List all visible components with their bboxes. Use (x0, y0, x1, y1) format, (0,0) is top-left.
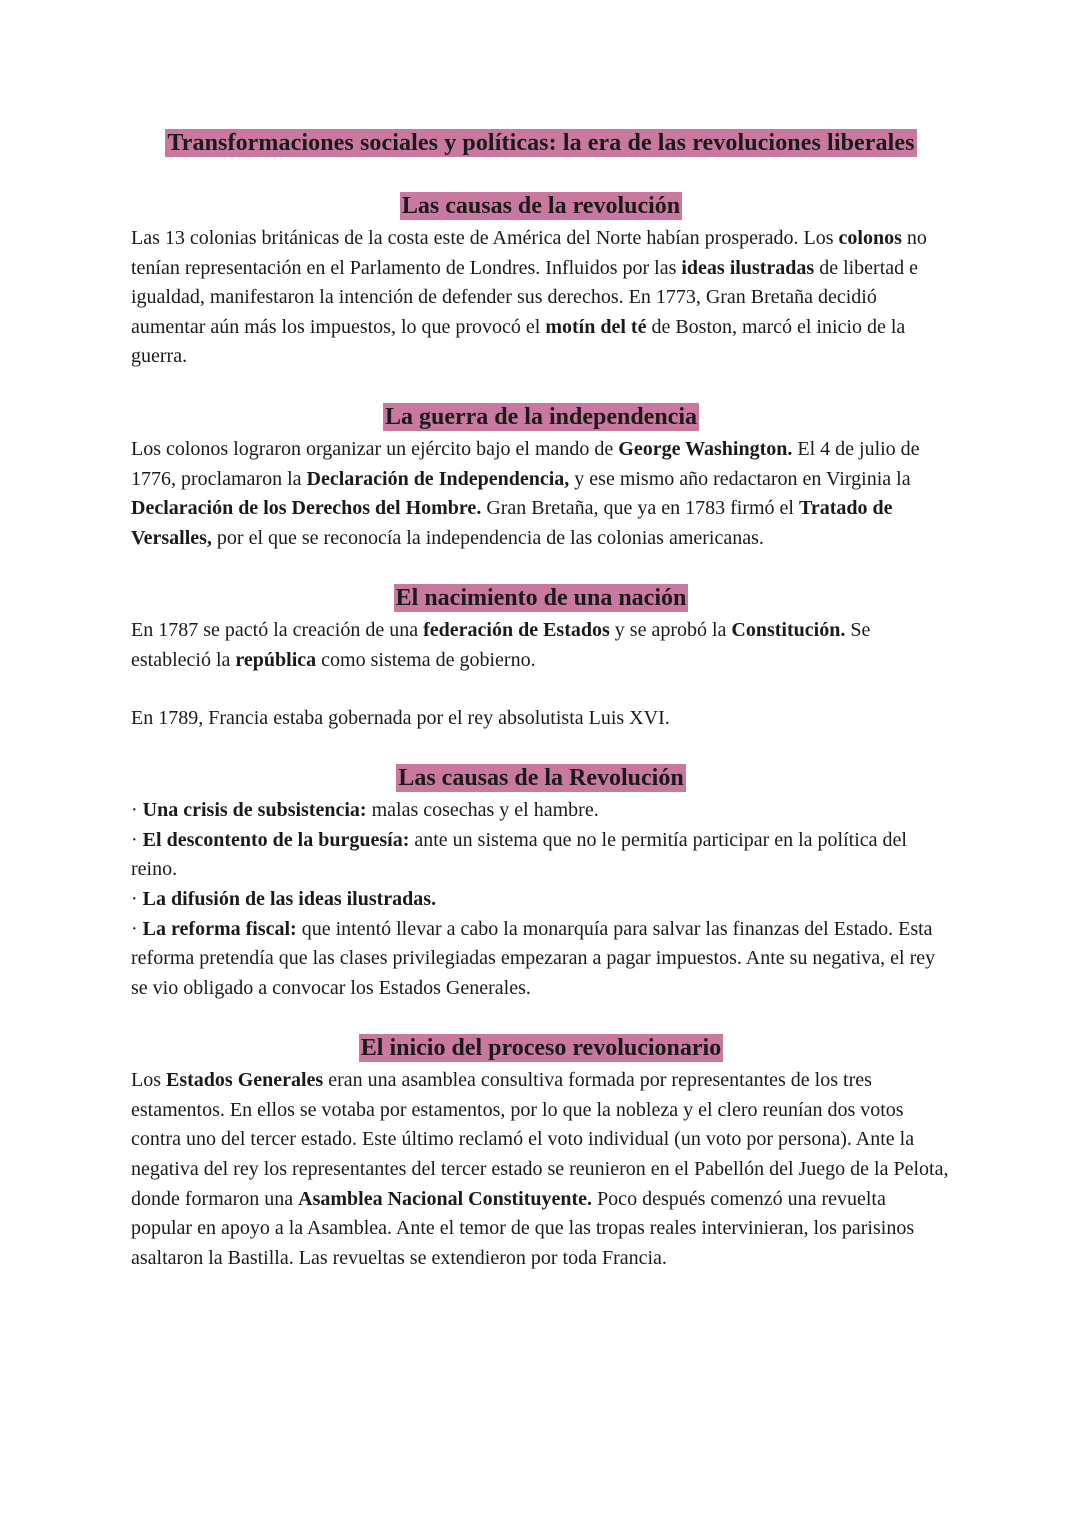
section-heading-causas: Las causas de la revolución (401, 193, 681, 219)
section-heading-wrap (131, 583, 951, 616)
paragraph-guerra: Los colonos lograron organizar un ejército bajo el mando de George Washington. El 4 de julio de 1776, proclamaron la Declaración de Independencia, y ese mismo año redactaron en Virginia la Declaración de los Derechos del Hombre. Gran Bretaña, que ya en 1783 firmó el Tratado de Versalles, por el que se reconocía la independencia de las colonias americanas. (131, 437, 920, 549)
section-heading-wrap (131, 402, 951, 435)
list-item: · La difusión de las ideas ilustradas. (131, 887, 437, 910)
section-heading-wrap (131, 1033, 951, 1066)
section-heading-guerra: La guerra de la independencia (384, 403, 697, 430)
list-item: · El descontento de la burguesía: ante un sistema que no le permitía participar en la política del reino. (131, 828, 907, 881)
section-heading-inicio: El inicio del proceso revolucionario (360, 1035, 722, 1062)
paragraph-inicio: Los Estados Generales eran una asamblea consultiva formada por representantes de los tres estamentos. En ellos se votaba por estamentos, por lo que la nobleza y el clero reunían dos votos contra uno del tercer estado. Este último reclamó el voto individual (un voto por persona). Ante la negativa del rey los representantes del tercer estado se reunieron en el Pabellón del Juego de la Pelota, donde formaron una Asamblea Nacional Constituyente. Poco después comenzó una revuelta popular en apoyo a la Asamblea. Ante el temor de que las tropas reales intervinieran, los parisinos asaltaron la Bastilla. Las revueltas se extendieron por toda Francia. (131, 1069, 949, 1269)
document-title: Transformaciones sociales y políticas: la era de las revoluciones liberales (167, 130, 915, 156)
paragraph-francia: En 1789, Francia estaba gobernada por el rey absolutista Luis XVI. (131, 706, 670, 729)
section-heading-nacimiento: El nacimiento de una nación (395, 585, 687, 612)
section-heading-wrap (131, 191, 951, 224)
section-heading-wrap (131, 763, 951, 796)
list-item: · Una crisis de subsistencia: malas cosechas y el hambre. (131, 799, 599, 822)
list-item: · La reforma fiscal: que intentó llevar a cabo la monarquía para salvar las finanzas del Estado. Esta reforma pretendía que las clases privilegiadas empezaran a pagar impuestos. Ante su negativa, el rey se vio obligado a convocar los Estados Generales. (131, 917, 936, 999)
section-heading-causas-revolucion: Las causas de la Revolución (398, 765, 684, 792)
paragraph-causas: Las 13 colonias británicas de la costa este de América del Norte habían prosperado. Los colonos no tenían representación en el Parlamento de Londres. Influidos por las ideas ilustradas de libertad e igualdad, manifestaron la intención de defender sus derechos. En 1773, Gran Bretaña decidió aumentar aún más los impuestos, lo que provocó el motín del té de Boston, marcó el inicio de la guerra. (131, 227, 927, 368)
document-page (131, 126, 951, 1273)
document-title-wrap (131, 126, 951, 163)
paragraph-nacimiento: En 1787 se pactó la creación de una federación de Estados y se aprobó la Constitución. Se estableció la república como sistema de gobierno. (131, 619, 871, 671)
